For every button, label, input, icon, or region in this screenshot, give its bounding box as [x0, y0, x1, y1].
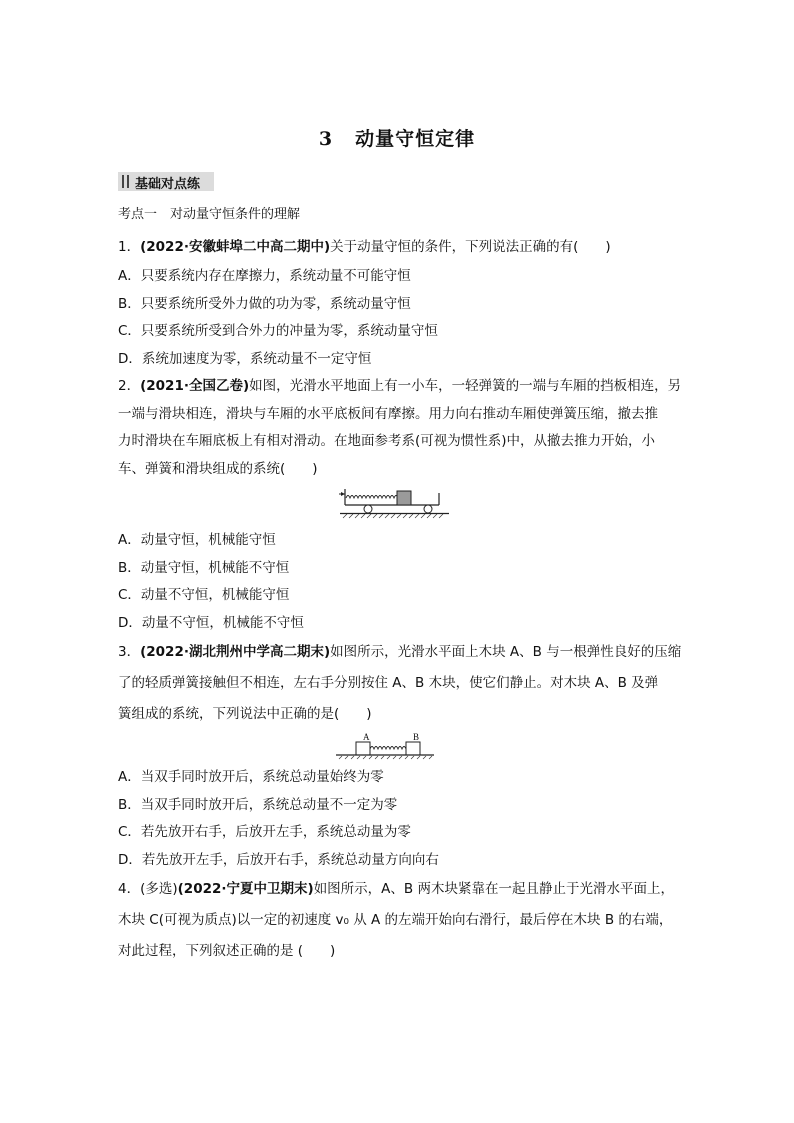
topic-heading: 考点一 对动量守恒条件的理解 — [118, 207, 301, 222]
stem-line: 一端与滑块相连，滑块与车厢的水平底板间有摩擦。用力向右推动车厢使弹簧压缩，撤去推 — [118, 405, 658, 422]
question-content — [118, 204, 683, 967]
stem-line: 木块 C(可视为质点)以一定的初速度 v₀ 从 A 的左端开始向右滑行，最后停在木块 B 的右端， — [118, 912, 673, 928]
blocks-spring-diagram — [336, 732, 436, 760]
option-b: B．当双手同时放开后，系统总动量不一定为零 — [118, 796, 398, 813]
question-stem — [118, 637, 683, 730]
option-d: D．若先放开左手，后放开右手，系统总动量方向向右 — [118, 851, 439, 868]
option-a: A．当双手同时放开后，系统总动量始终为零 — [118, 769, 384, 785]
tag-bar-decoration — [122, 175, 124, 188]
stem-line: 关于动量守恒的条件，下列说法正确的有( ) — [330, 239, 611, 255]
block-b — [406, 742, 420, 755]
stem-line: 簧组成的系统，下列说法中正确的是( ) — [118, 706, 372, 722]
stem-line: 如图所示，光滑水平面上木块 A、B 与一根弹性良好的压缩 — [330, 644, 682, 660]
question-2 — [118, 373, 683, 637]
page-title — [0, 124, 794, 151]
question-stem — [118, 373, 683, 483]
option-a: A．动量守恒，机械能守恒 — [118, 532, 276, 548]
push-arrow-head — [341, 492, 345, 496]
option-d: D．系统加速度为零，系统动量不一定守恒 — [118, 350, 372, 367]
question-number: 1． — [118, 239, 141, 255]
question-source: (2021·全国乙卷) — [140, 378, 250, 394]
stem-line: 对此过程，下列叙述正确的是 ( ) — [118, 943, 336, 959]
question-source: (2022·湖北荆州中学高二期末) — [140, 644, 331, 660]
ground-hatch — [343, 514, 443, 518]
question-1 — [118, 232, 683, 373]
block-a-label: A — [363, 732, 370, 742]
question-number: 3． — [118, 644, 141, 660]
ground-hatch — [339, 756, 432, 759]
option-c: C．若先放开右手，后放开左手，系统总动量为零 — [118, 824, 411, 840]
option-c: C．只要系统所受到合外力的冲量为零，系统动量守恒 — [118, 323, 438, 339]
option-b: B．动量守恒，机械能不守恒 — [118, 559, 290, 576]
figure-blocks-spring — [118, 730, 683, 764]
figure-cart-spring-block — [118, 483, 683, 527]
question-stem — [118, 874, 683, 967]
stem-line: 如图，光滑水平地面上有一小车，一轻弹簧的一端与车厢的挡板相连，另 — [249, 378, 682, 394]
block-b-label: B — [413, 732, 420, 742]
tag-bar-decoration — [127, 175, 129, 188]
stem-line: 了的轻质弹簧接触但不相连，左右手分别按住 A、B 木块，使它们静止。对木块 A、B 及弹 — [118, 675, 659, 691]
chapter-title: 动量守恒定律 — [355, 128, 476, 150]
chapter-number: 3 — [318, 128, 334, 150]
question-stem — [118, 232, 683, 263]
spring-icon — [346, 496, 398, 499]
question-number: 4． — [118, 881, 141, 897]
option-d: D．动量不守恒，机械能不守恒 — [118, 614, 304, 631]
spring-icon — [370, 747, 406, 750]
section-tag — [118, 172, 214, 191]
question-prefix: (多选) — [140, 881, 178, 897]
section-tag-label: 基础对点练 — [135, 177, 201, 192]
option-b: B．只要系统所受外力做的功为零，系统动量守恒 — [118, 295, 411, 312]
question-3 — [118, 637, 683, 874]
question-source: (2022·安徽蚌埠二中高二期中) — [140, 239, 331, 255]
question-4 — [118, 874, 683, 967]
option-c: C．动量不守恒，机械能守恒 — [118, 587, 290, 603]
option-a: A．只要系统内存在摩擦力，系统动量不可能守恒 — [118, 268, 411, 284]
stem-line: 如图所示，A、B 两木块紧靠在一起且静止于光滑水平面上， — [313, 881, 674, 897]
stem-line: 力时滑块在车厢底板上有相对滑动。在地面参考系(可视为惯性系)中，从撤去推力开始，小 — [118, 433, 656, 449]
cart-wheel-right — [424, 505, 432, 513]
question-number: 2． — [118, 378, 141, 394]
question-source: (2022·宁夏中卫期末) — [177, 881, 314, 897]
slider-block — [397, 491, 411, 505]
cart-wheel-left — [364, 505, 372, 513]
cart-diagram — [339, 489, 449, 521]
stem-line: 车、弹簧和滑块组成的系统( ) — [118, 460, 318, 477]
block-a — [356, 742, 370, 755]
